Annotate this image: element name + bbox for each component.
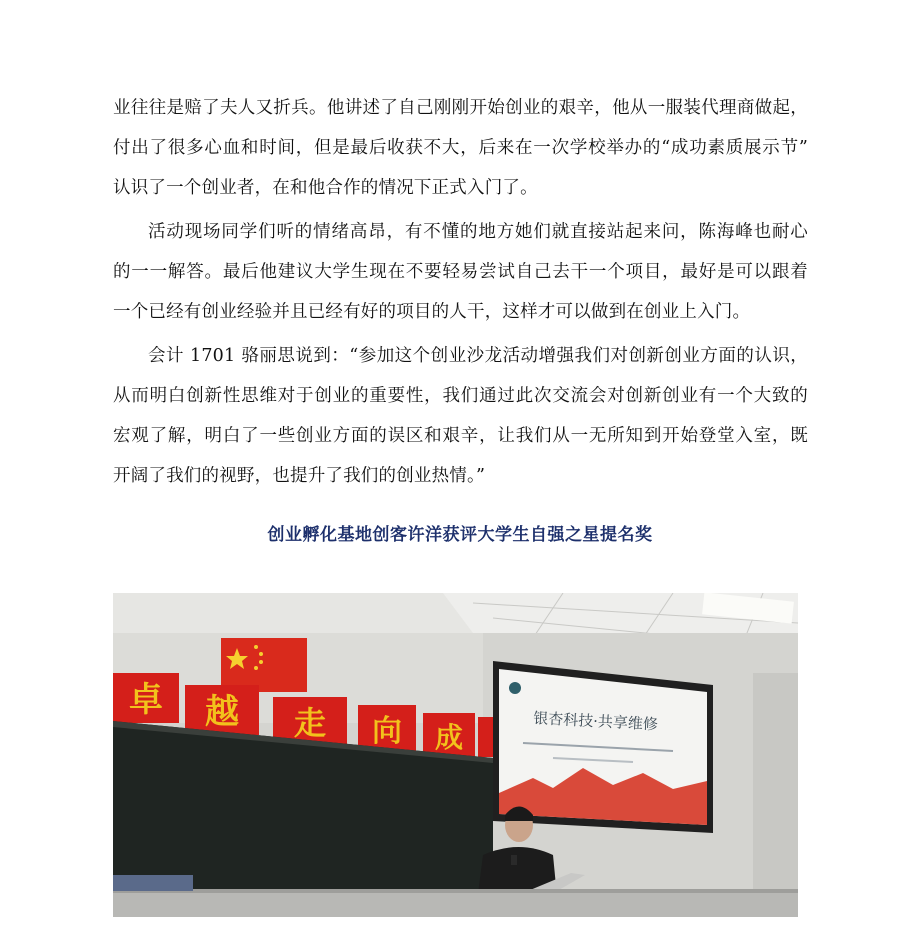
event-photo (113, 593, 798, 917)
projection-screen (493, 661, 713, 833)
text-line: 业往往是赔了夫人又折兵。他讲述了自己刚刚开始创业的艰辛，他从一服装代理商做起， (113, 98, 808, 118)
article-body (113, 88, 808, 500)
text-line: 认识了一个创业者，在和他合作的情况下正式入门了。 (113, 178, 538, 198)
section-caption: 创业孵化基地创客许洋获评大学生自强之星提名奖 (267, 525, 653, 545)
text-line: 一个已经有创业经验并且已经有好的项目的人干，这样才可以做到在创业上入门。 (113, 302, 751, 322)
text-line: 付出了很多心血和时间，但是最后收获不大，后来在一次学校举办的“成功素质展示节” (113, 138, 808, 158)
banner-char: 越 (205, 692, 239, 732)
text-line: 活动现场同学们听的情绪高昂，有不懂的地方她们就直接站起来问，陈海峰也耐心 (148, 222, 808, 242)
banner-char: 卓 (129, 680, 163, 720)
paragraph-2 (113, 212, 808, 332)
screen-title: 银杏科技·共享维修 (532, 709, 659, 734)
banner-char: 向 (372, 714, 402, 749)
banner-char: 成 (434, 721, 464, 754)
banner-char: 走 (293, 704, 327, 742)
flag-image (221, 638, 307, 692)
paragraph-3 (113, 336, 808, 496)
text-line: 的一一解答。最后他建议大学生现在不要轻易尝试自己去干一个项目，最好是可以跟着 (113, 262, 808, 282)
text-line: 会计 1701 骆丽思说到：“参加这个创业沙龙活动增强我们对创新创业方面的认识， (148, 346, 808, 366)
text-line: 从而明白创新性思维对于创业的重要性，我们通过此次交流会对创新创业有一个大致的 (113, 386, 808, 406)
text-line: 宏观了解，明白了一些创业方面的误区和艰辛，让我们从一无所知到开始登堂入室，既 (113, 426, 808, 446)
text-line: 开阔了我们的视野，也提升了我们的创业热情。” (113, 466, 486, 486)
paragraph-1 (113, 88, 808, 208)
